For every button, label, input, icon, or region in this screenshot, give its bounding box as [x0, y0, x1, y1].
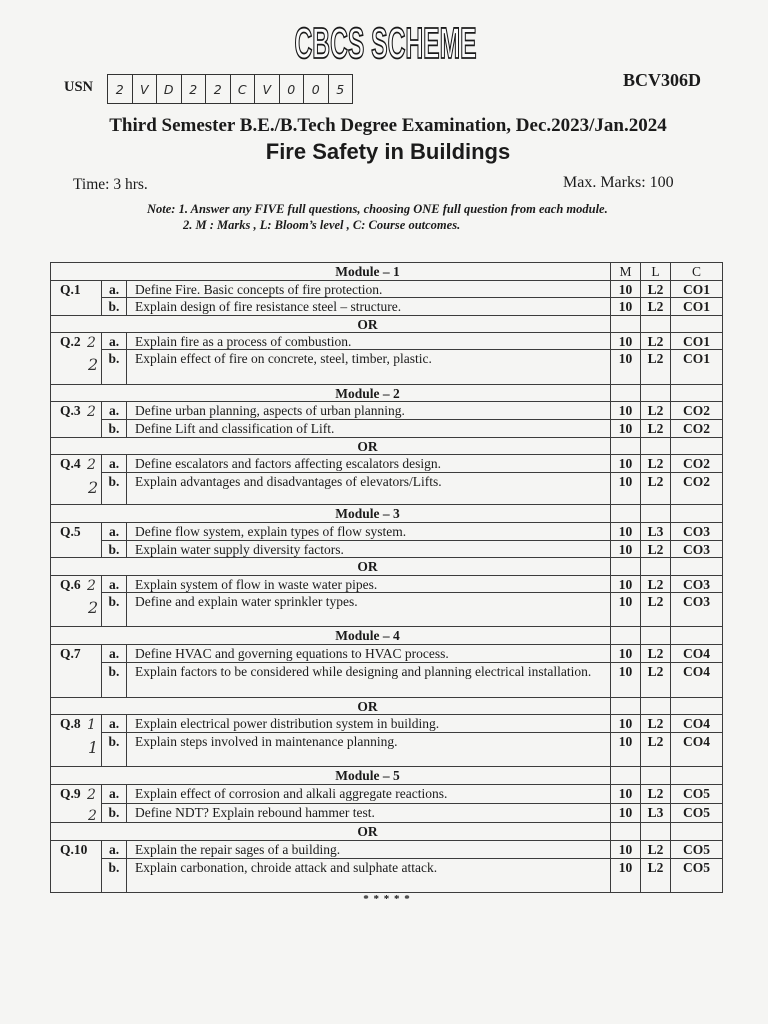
- course-outcome: CO2: [671, 402, 723, 420]
- max-marks: Max. Marks: 100: [563, 174, 674, 191]
- marks-value: 10: [611, 350, 641, 385]
- empty-cell: [611, 385, 641, 402]
- part-label: a.: [108, 403, 120, 418]
- usn-character: 5: [336, 81, 345, 97]
- empty-cell: [641, 627, 671, 645]
- part-label: a.: [108, 334, 120, 349]
- part-label-cell: [102, 523, 127, 541]
- part-label-cell: [88, 350, 127, 385]
- question-text: Explain water supply diversity factors.: [127, 541, 611, 558]
- usn-character: 2: [213, 81, 222, 97]
- module-title: Module – 4: [51, 627, 611, 645]
- question-number-cell: [51, 402, 102, 438]
- empty-cell: [671, 767, 723, 785]
- or-row: [51, 316, 723, 333]
- or-row: [51, 438, 723, 455]
- or-label: OR: [51, 438, 611, 455]
- blooms-level: L3: [641, 804, 671, 823]
- or-row: [51, 823, 723, 841]
- usn-box: [205, 74, 231, 104]
- marks-value: 10: [611, 298, 641, 316]
- empty-cell: [641, 823, 671, 841]
- part-label-cell: [102, 333, 127, 350]
- module-title: Module – 5: [51, 767, 611, 785]
- question-number: Q.7: [60, 646, 81, 661]
- blooms-level: L2: [641, 350, 671, 385]
- course-outcome: CO3: [671, 541, 723, 558]
- question-number: Q.6: [60, 577, 81, 592]
- empty-cell: [671, 316, 723, 333]
- question-text: Define Lift and classification of Lift.: [127, 420, 611, 438]
- empty-cell: [611, 823, 641, 841]
- question-number-cell: [51, 841, 102, 893]
- part-label-cell: [102, 298, 127, 316]
- part-label-cell: [102, 420, 127, 438]
- question-number-cell: [51, 523, 102, 558]
- part-label: b.: [108, 421, 120, 436]
- blooms-level: L2: [641, 841, 671, 859]
- empty-cell: [641, 385, 671, 402]
- question-number: Q.10: [60, 842, 88, 857]
- handwritten-mark: 2: [87, 335, 96, 351]
- marks-value: 10: [611, 841, 641, 859]
- course-outcome: CO4: [671, 663, 723, 698]
- handwritten-mark: 1: [87, 717, 96, 733]
- module-header-row: [51, 767, 723, 785]
- blooms-level: L2: [641, 715, 671, 733]
- module-header-row: [51, 385, 723, 402]
- question-text: Explain effect of corrosion and alkali aggregate reactions.: [127, 785, 611, 804]
- question-number: Q.2: [60, 334, 81, 349]
- handwritten-mark: 2: [88, 355, 99, 374]
- part-label: b.: [108, 734, 120, 749]
- question-text: Define flow system, explain types of flow system.: [127, 523, 611, 541]
- course-outcome: CO3: [671, 593, 723, 627]
- part-label-cell: [102, 715, 127, 733]
- course-outcome: CO1: [671, 333, 723, 350]
- usn-character: V: [262, 81, 272, 97]
- part-label: b.: [108, 594, 120, 609]
- handwritten-mark: 2: [88, 598, 99, 617]
- empty-cell: [671, 823, 723, 841]
- marks-value: 10: [611, 733, 641, 767]
- course-outcome: CO4: [671, 733, 723, 767]
- question-text: Explain system of flow in waste water pipes.: [127, 576, 611, 593]
- part-label: a.: [108, 646, 120, 661]
- handwritten-mark: 2: [87, 404, 96, 420]
- question-part-row: [51, 420, 723, 438]
- course-outcome: CO1: [671, 281, 723, 298]
- part-label: a.: [108, 524, 120, 539]
- question-part-row: [51, 715, 723, 733]
- question-part-row: [51, 663, 723, 698]
- column-header-l: L: [641, 263, 671, 281]
- question-text: Define escalators and factors affecting escalators design.: [127, 455, 611, 473]
- question-text: Explain factors to be considered while designing and planning electrical installation.: [127, 663, 611, 698]
- question-number: Q.4: [60, 456, 81, 471]
- marks-value: 10: [611, 576, 641, 593]
- usn-box: [303, 74, 329, 104]
- course-outcome: CO5: [671, 859, 723, 893]
- usn-boxes: [107, 74, 352, 104]
- blooms-level: L2: [641, 576, 671, 593]
- part-label-cell: [102, 663, 127, 698]
- marks-value: 10: [611, 402, 641, 420]
- part-label-cell: [102, 785, 127, 804]
- part-label: a.: [108, 282, 120, 297]
- usn-box: [230, 74, 256, 104]
- part-label-cell: [102, 859, 127, 893]
- or-label: OR: [51, 558, 611, 576]
- part-label: b.: [108, 351, 120, 366]
- marks-value: 10: [611, 333, 641, 350]
- part-label-cell: [102, 576, 127, 593]
- question-part-row: [51, 645, 723, 663]
- handwritten-mark: 2: [87, 578, 96, 594]
- empty-cell: [611, 767, 641, 785]
- question-number-cell: [51, 281, 102, 316]
- part-label: b.: [108, 474, 120, 489]
- empty-cell: [641, 698, 671, 715]
- marks-value: 10: [611, 593, 641, 627]
- usn-character: 0: [287, 81, 296, 97]
- question-part-row: [51, 402, 723, 420]
- empty-cell: [671, 627, 723, 645]
- empty-cell: [611, 627, 641, 645]
- blooms-level: L2: [641, 333, 671, 350]
- question-text: Explain the repair sages of a building.: [127, 841, 611, 859]
- course-outcome: CO2: [671, 455, 723, 473]
- question-part-row: [51, 841, 723, 859]
- module-title: Module – 1: [51, 263, 611, 281]
- part-label-cell: [102, 455, 127, 473]
- question-part-row: [51, 473, 723, 505]
- empty-cell: [641, 438, 671, 455]
- usn-box: [156, 74, 182, 104]
- blooms-level: L2: [641, 402, 671, 420]
- marks-value: 10: [611, 785, 641, 804]
- course-code: BCV306D: [623, 70, 702, 90]
- empty-cell: [611, 316, 641, 333]
- marks-value: 10: [611, 455, 641, 473]
- question-text: Define Fire. Basic concepts of fire protection.: [127, 281, 611, 298]
- empty-cell: [671, 385, 723, 402]
- question-text: Explain carbonation, chroide attack and sulphate attack.: [127, 859, 611, 893]
- marks-value: 10: [611, 663, 641, 698]
- course-outcome: CO1: [671, 350, 723, 385]
- blooms-level: L2: [641, 733, 671, 767]
- question-text: Explain fire as a process of combustion.: [127, 333, 611, 350]
- module-header-row: [51, 627, 723, 645]
- empty-cell: [641, 316, 671, 333]
- usn-box: [279, 74, 305, 104]
- question-part-row: [51, 523, 723, 541]
- question-part-row: [51, 333, 723, 350]
- usn-character: 0: [311, 81, 320, 97]
- usn-character: C: [237, 81, 247, 97]
- question-number: Q.9: [60, 786, 81, 801]
- question-number: Q.1: [60, 282, 81, 297]
- usn-character: 2: [189, 81, 198, 97]
- part-label: a.: [108, 842, 120, 857]
- question-table-wrapper: [50, 262, 722, 905]
- course-outcome: CO4: [671, 645, 723, 663]
- module-title: Module – 2: [51, 385, 611, 402]
- handwritten-mark: 2: [88, 478, 99, 497]
- empty-cell: [611, 698, 641, 715]
- question-text: Explain effect of fire on concrete, steel, timber, plastic.: [127, 350, 611, 385]
- part-label-cell: [88, 593, 127, 627]
- blooms-level: L2: [641, 420, 671, 438]
- empty-cell: [641, 767, 671, 785]
- question-text: Define HVAC and governing equations to HVAC process.: [127, 645, 611, 663]
- blooms-level: L2: [641, 281, 671, 298]
- question-part-row: [51, 804, 723, 823]
- question-part-row: [51, 593, 723, 627]
- question-part-row: [51, 350, 723, 385]
- part-label-cell: [88, 733, 127, 767]
- question-table-body: [51, 263, 723, 893]
- empty-cell: [671, 558, 723, 576]
- marks-value: 10: [611, 541, 641, 558]
- empty-cell: [671, 505, 723, 523]
- course-outcome: CO3: [671, 523, 723, 541]
- usn-label: USN: [64, 79, 94, 95]
- part-label: b.: [108, 542, 120, 557]
- marks-value: 10: [611, 645, 641, 663]
- question-text: Explain electrical power distribution system in building.: [127, 715, 611, 733]
- column-header-c: C: [671, 263, 723, 281]
- question-number: Q.3: [60, 403, 81, 418]
- question-part-row: [51, 541, 723, 558]
- or-label: OR: [51, 316, 611, 333]
- question-part-row: [51, 733, 723, 767]
- part-label-cell: [102, 841, 127, 859]
- course-outcome: CO2: [671, 420, 723, 438]
- part-label-cell: [88, 473, 127, 505]
- question-number: Q.8: [60, 716, 81, 731]
- usn-box: [107, 74, 133, 104]
- usn-box: [328, 74, 354, 104]
- blooms-level: L2: [641, 663, 671, 698]
- or-row: [51, 558, 723, 576]
- course-outcome: CO2: [671, 473, 723, 505]
- usn-character: 2: [115, 81, 124, 97]
- empty-cell: [611, 505, 641, 523]
- part-label: a.: [108, 456, 120, 471]
- exam-duration: Time: 3 hrs.: [73, 176, 148, 193]
- question-part-row: [51, 298, 723, 316]
- blooms-level: L2: [641, 785, 671, 804]
- course-outcome: CO3: [671, 576, 723, 593]
- blooms-level: L2: [641, 473, 671, 505]
- marks-value: 10: [611, 420, 641, 438]
- part-label-cell: [102, 645, 127, 663]
- empty-cell: [641, 505, 671, 523]
- blooms-level: L2: [641, 645, 671, 663]
- marks-value: 10: [611, 859, 641, 893]
- part-label-cell: [102, 541, 127, 558]
- blooms-level: L2: [641, 859, 671, 893]
- question-text: Define and explain water sprinkler types.: [127, 593, 611, 627]
- handwritten-mark: 2: [87, 457, 96, 473]
- marks-value: 10: [611, 804, 641, 823]
- marks-value: 10: [611, 523, 641, 541]
- empty-cell: [671, 698, 723, 715]
- part-label-cell: [88, 804, 127, 824]
- empty-cell: [671, 438, 723, 455]
- end-of-paper-mark: * * * * *: [363, 893, 411, 905]
- instruction-note-2: 2. M : Marks , L: Bloom’s level , C: Course outcomes.: [183, 218, 461, 232]
- or-row: [51, 698, 723, 715]
- question-number-cell: [51, 645, 102, 698]
- question-table: [50, 262, 723, 893]
- marks-value: 10: [611, 281, 641, 298]
- module-header-row: [51, 263, 723, 281]
- part-label: a.: [108, 716, 120, 731]
- question-part-row: [51, 576, 723, 593]
- question-text: Explain design of fire resistance steel – structure.: [127, 298, 611, 316]
- question-part-row: [51, 281, 723, 298]
- question-text: Explain advantages and disadvantages of elevators/Lifts.: [127, 473, 611, 505]
- part-label: b.: [108, 299, 120, 314]
- or-label: OR: [51, 823, 611, 841]
- course-outcome: CO5: [671, 841, 723, 859]
- usn-box: [181, 74, 207, 104]
- blooms-level: L2: [641, 541, 671, 558]
- question-part-row: [51, 785, 723, 804]
- usn-character: V: [139, 81, 149, 97]
- blooms-level: L2: [641, 298, 671, 316]
- blooms-level: L2: [641, 455, 671, 473]
- usn-box: [254, 74, 280, 104]
- or-label: OR: [51, 698, 611, 715]
- question-text: Explain steps involved in maintenance planning.: [127, 733, 611, 767]
- part-label-cell: [102, 281, 127, 298]
- handwritten-mark: 2: [88, 808, 97, 824]
- usn-box: [132, 74, 158, 104]
- question-text: Define urban planning, aspects of urban planning.: [127, 402, 611, 420]
- blooms-level: L2: [641, 593, 671, 627]
- scheme-heading: CBCS SCHEME: [294, 19, 477, 68]
- blooms-level: L3: [641, 523, 671, 541]
- question-number: Q.5: [60, 524, 81, 539]
- part-label: b.: [108, 805, 120, 820]
- module-title: Module – 3: [51, 505, 611, 523]
- part-label: b.: [108, 664, 120, 679]
- handwritten-mark: 2: [87, 787, 96, 803]
- handwritten-mark: 1: [88, 738, 99, 757]
- column-header-m: M: [611, 263, 641, 281]
- empty-cell: [611, 558, 641, 576]
- usn-character: D: [163, 81, 174, 97]
- question-text: Define NDT? Explain rebound hammer test.: [127, 804, 611, 823]
- question-part-row: [51, 859, 723, 893]
- course-outcome: CO5: [671, 785, 723, 804]
- marks-value: 10: [611, 715, 641, 733]
- empty-cell: [611, 438, 641, 455]
- part-label-cell: [102, 402, 127, 420]
- module-header-row: [51, 505, 723, 523]
- part-label: a.: [108, 577, 120, 592]
- part-label: a.: [108, 786, 120, 801]
- exam-title: Third Semester B.E./B.Tech Degree Examination, Dec.2023/Jan.2024: [109, 115, 667, 136]
- marks-value: 10: [611, 473, 641, 505]
- subject-title: Fire Safety in Buildings: [265, 139, 511, 164]
- course-outcome: CO4: [671, 715, 723, 733]
- part-label: b.: [108, 860, 120, 875]
- question-part-row: [51, 455, 723, 473]
- empty-cell: [641, 558, 671, 576]
- course-outcome: CO5: [671, 804, 723, 823]
- course-outcome: CO1: [671, 298, 723, 316]
- instruction-note-1: Note: 1. Answer any FIVE full questions, choosing ONE full question from each module.: [147, 202, 608, 216]
